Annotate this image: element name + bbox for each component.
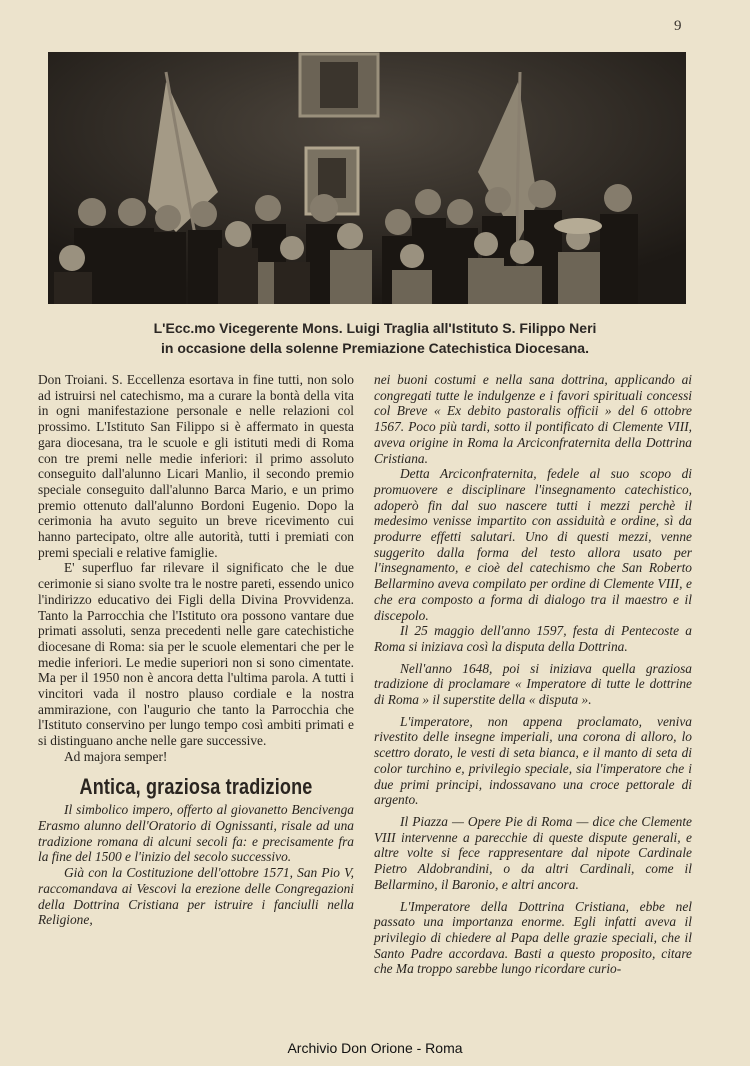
paragraph: Detta Arciconfraternita, fedele al suo scopo di promuovere e disciplinare l'insegnamento catechistico, adoperò fin dal suo nascere tutti i mezzi perchè il medesimo venisse impartito con assiduità e ordine, sì da produrre effetti salutari. Uno di questi mezzi, venne suggerito dalla forma del testo allora usato per l'insegnamento, e cioè del catechismo che San Roberto Bellarmino aveva compilato per ordine di Clemente VIII, e che era composto a forma di dialogo tra il maestro e il discepolo. (374, 466, 692, 623)
right-column (374, 372, 692, 977)
caption-line-2: in occasione della solenne Premiazione Catechistica Diocesana. (161, 340, 589, 356)
paragraph: Il Piazza — Opere Pie di Roma — dice che Clemente VIII intervenne a parecchie di queste dispute generali, e altre volte si fece rappresentare dal nipote Cardinale Pietro Aldobrandini, o da altri Cardinali, come il Bellarmino, il Baronio, e altri ancora. (374, 813, 692, 892)
group-photo-icon (48, 52, 686, 304)
photo-caption (60, 318, 690, 358)
caption-line-1: L'Ecc.mo Vicegerente Mons. Luigi Traglia all'Istituto S. Filippo Neri (153, 320, 597, 336)
paragraph: Il 25 maggio dell'anno 1597, festa di Pentecoste a Roma si iniziava così la disputa della Dottrina. (374, 623, 692, 654)
left-column (38, 372, 354, 928)
group-photo (48, 52, 686, 304)
paragraph: Il simbolico impero, offerto al giovanetto Bencivenga Erasmo alunno dell'Oratorio di Ognissanti, risale ad una tradizione romana di alcuni secoli fa: e precisamente fra la fine del 1500 e l'inizio del secolo successivo. (38, 802, 354, 865)
paragraph: L'Imperatore della Dottrina Cristiana, ebbe nel passato una importanza enorme. Egli infatti aveva il privilegio di chiedere al Papa delle grazie speciali, che il Santo Padre accordava. Basti a questo proposito, citare che Ma troppo sarebbe lungo ricordare curio- (374, 898, 692, 977)
paragraph: Già con la Costituzione dell'ottobre 1571, San Pio V, raccomandava ai Vescovi la erezione delle Congregazioni della Dottrina Cristiana per istruire i fanciulli nella Religione, (38, 865, 354, 928)
archive-footer: Archivio Don Orione - Roma (287, 1040, 463, 1056)
paragraph: Don Troiani. S. Eccellenza esortava in fine tutti, non solo ad istruirsi nel catechismo, ma a curare la bontà della vita in ogni manifestazione personale e nelle relazioni col prossimo. L'Istituto San Filippo si è affermato in questa gara diocesana, tra le scuole e gli istituti medi di Roma con tre premi nelle medie inferiori: il primo assoluto conseguito dall'alunno Licari Manlio, il secondo premio speciale conseguito dall'alunno Barca Mario, e un primo premio ottenuto dall'alunno Bordoni Eugenio. Dopo la cerimonia ha avuto seguito un breve ricevimento cui hanno partecipato, oltre alle autorità, tutti i premiati con premi speciali e relative famiglie. (38, 372, 354, 560)
paragraph: nei buoni costumi e nella sana dottrina, applicando ai congregati tutte le indulgenze e i favori spirituali concessi col Breve « Ex debito pastoralis officii » del 6 ottobre 1567. Poco più tardi, sotto il pontificato di Clemente VIII, aveva origine in Roma la Arciconfraternita della Dottrina Cristiana. (374, 372, 692, 466)
page-number: 9 (674, 18, 682, 34)
paragraph: Nell'anno 1648, poi si iniziava quella graziosa tradizione di proclamare « Imperatore di tutte le dottrine di Roma » il superstite della « disputa ». (374, 660, 692, 708)
closing-motto: Ad majora semper! (64, 748, 168, 764)
section-heading: Antica, graziosa tradizione (79, 773, 313, 799)
paragraph: L'imperatore, non appena proclamato, veniva rivestito delle insegne imperiali, una corona di alloro, lo scettro dorato, le vesti di seta bianca, e il manto di seta di color turchino e, privilegio speciale, sia l'imperatore che i due primi principi, indossavano una croce pettorale di argento. (374, 713, 692, 808)
paragraph: E' superfluo far rilevare il significato che le due cerimonie si siano svolte tra le nostre pareti, essendo unico l'indirizzo educativo dei Figli della Divina Provvidenza. Tanto la Parrocchia che l'Istituto ora possono vantare due primati assoluti, senza precedenti nelle gare catechistiche diocesane di Roma: sia per le scuole elementari che per le medie inferiori. Le medie superiori non si sono cimentate. Ma per il 1950 non è ancora detta l'ultima parola. A tutti i vincitori vada il nostro plauso cordiale e la nostra ammirazione, con l'augurio che tanto la Parrocchia che l'Istituto conservino per lungo tempo così ambiti primati e si distinguano anche nelle gare successive. (38, 560, 354, 749)
